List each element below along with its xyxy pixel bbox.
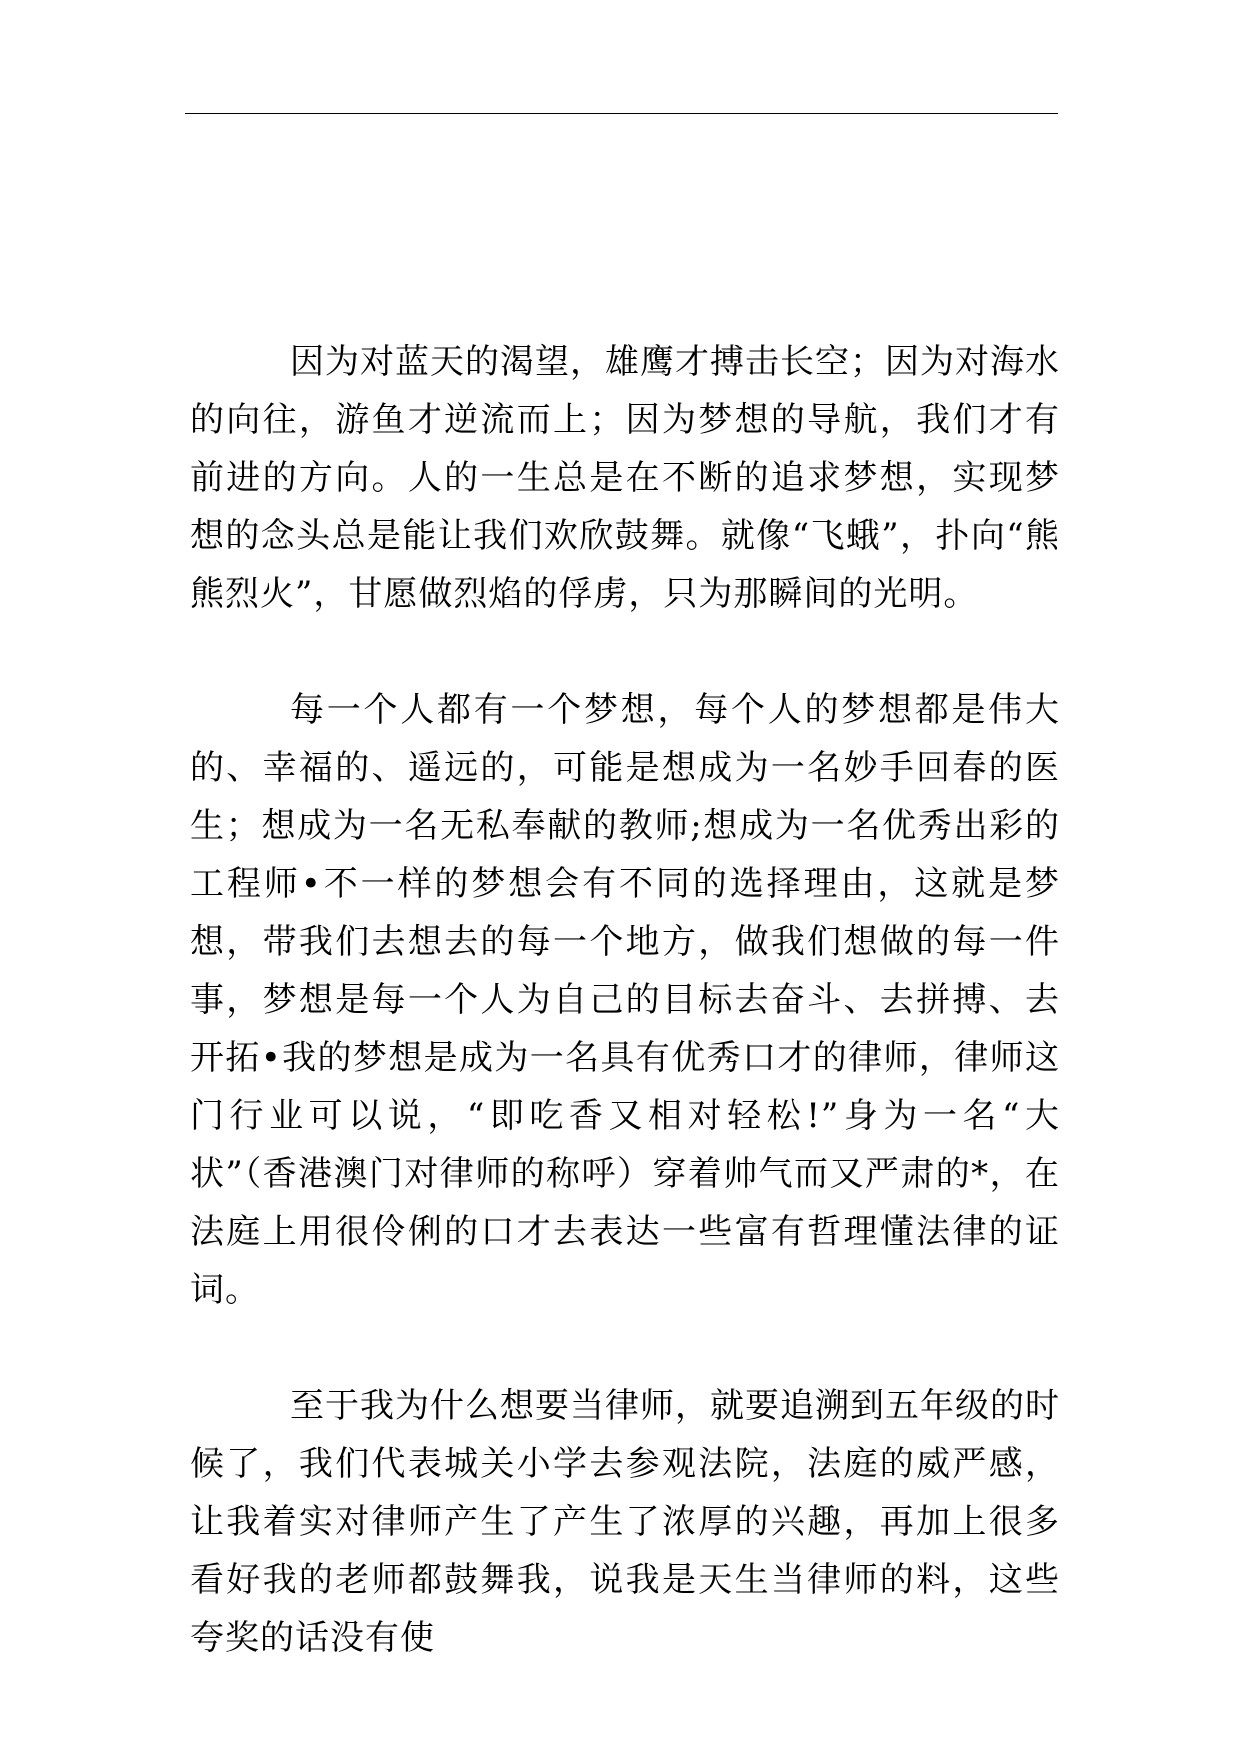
document-body (190, 333, 1060, 1667)
paragraph-3: 至于我为什么想要当律师，就要追溯到五年级的时候了，我们代表城关小学去参观法院，法庭的威严感，让我着实对律师产生了产生了浓厚的兴趣，再加上很多看好我的老师都鼓舞我，说我是天生当律师的料，这些夸奖的话没有使 (190, 1386, 1060, 1658)
paragraph-2: 每一个人都有一个梦想，每个人的梦想都是伟大的、幸福的、遥远的，可能是想成为一名妙手回春的医生；想成为一名无私奉献的教师;想成为一名优秀出彩的工程师•不一样的梦想会有不同的选择理由，这就是梦想，带我们去想去的每一个地方，做我们想做的每一件事，梦想是每一个人为自己的目标去奋斗、去拼搏、去开拓•我的梦想是成为一名具有优秀口才的律师，律师这门行业可以说，“即吃香又相对轻松!”身为一名“大状”（香港澳门对律师的称呼）穿着帅气而又严肃的*，在法庭上用很伶俐的口才去表达一些富有哲理懂法律的证词。 (190, 690, 1060, 1310)
paragraph-1: 因为对蓝天的渴望，雄鹰才搏击长空；因为对海水的向往，游鱼才逆流而上；因为梦想的导航，我们才有前进的方向。人的一生总是在不断的追求梦想，实现梦想的念头总是能让我们欢欣鼓舞。就像“飞蛾”，扑向“熊熊烈火”，甘愿做烈焰的俘虏，只为那瞬间的光明。 (190, 342, 1060, 614)
header-divider (185, 113, 1058, 114)
